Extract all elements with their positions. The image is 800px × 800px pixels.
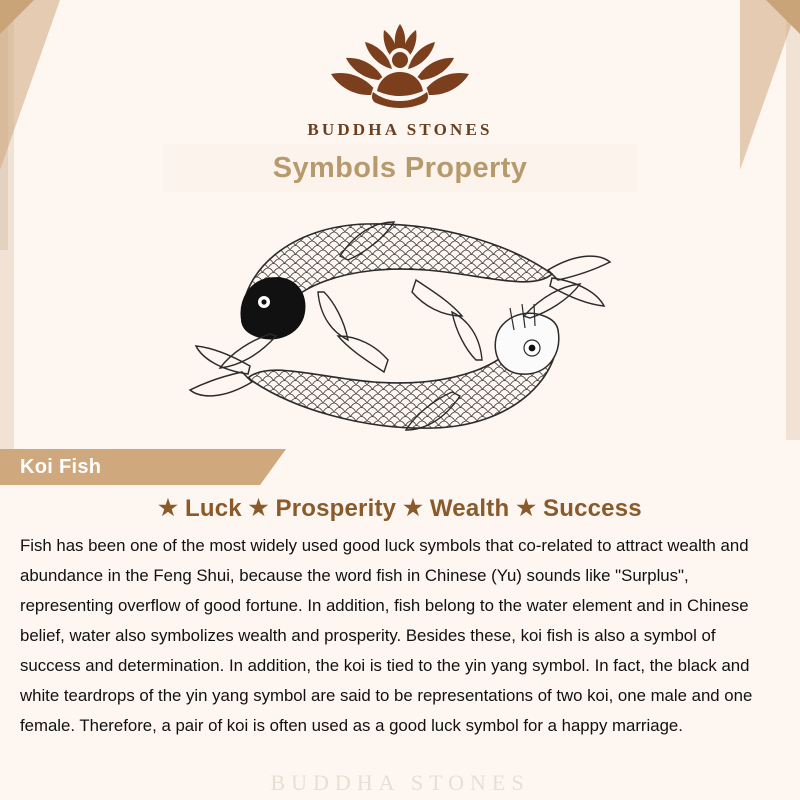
watermark-text: BUDDHA STONES bbox=[270, 770, 530, 795]
section-label: Koi Fish bbox=[20, 455, 102, 478]
keyword-luck: Luck bbox=[184, 495, 242, 522]
body-paragraph: Fish has been one of the most widely used good luck symbols that co-related to attract wealth and abundance in the Feng Shui, because the word fish in Chinese (Yu) sounds like "Surplus", representing overflow of good fortune. In addition, fish belong to the water element and in Chinese belief, water also symbolizes wealth and prosperity. Besides these, koi fish is also a symbol of success and determination. In addition, the koi is tied to the yin yang symbol. In fact, the black and white teardrops of the yin yang symbol are said to be representations of two koi, one male and one female. Therefore, a pair of koi is often used as a good luck symbol for a happy marriage. bbox=[20, 536, 753, 735]
page-title-bar bbox=[163, 144, 637, 192]
star-icon: ★ bbox=[403, 495, 424, 520]
two-koi-fish-yin-yang-illustration bbox=[180, 196, 620, 456]
brand-logo-block bbox=[0, 18, 800, 140]
star-icon: ★ bbox=[516, 495, 537, 520]
brand-name: BUDDHA STONES bbox=[307, 120, 493, 139]
star-icon: ★ bbox=[248, 495, 269, 520]
content-block bbox=[0, 495, 800, 741]
page-title: Symbols Property bbox=[272, 151, 528, 184]
lotus-meditation-figure-icon bbox=[315, 18, 485, 114]
keyword-success: Success bbox=[543, 495, 642, 522]
keyword-list bbox=[0, 495, 800, 523]
keyword-wealth: Wealth bbox=[429, 495, 510, 522]
section-label-ribbon bbox=[0, 449, 260, 485]
keyword-prosperity: Prosperity bbox=[275, 495, 397, 522]
star-icon: ★ bbox=[158, 495, 179, 520]
